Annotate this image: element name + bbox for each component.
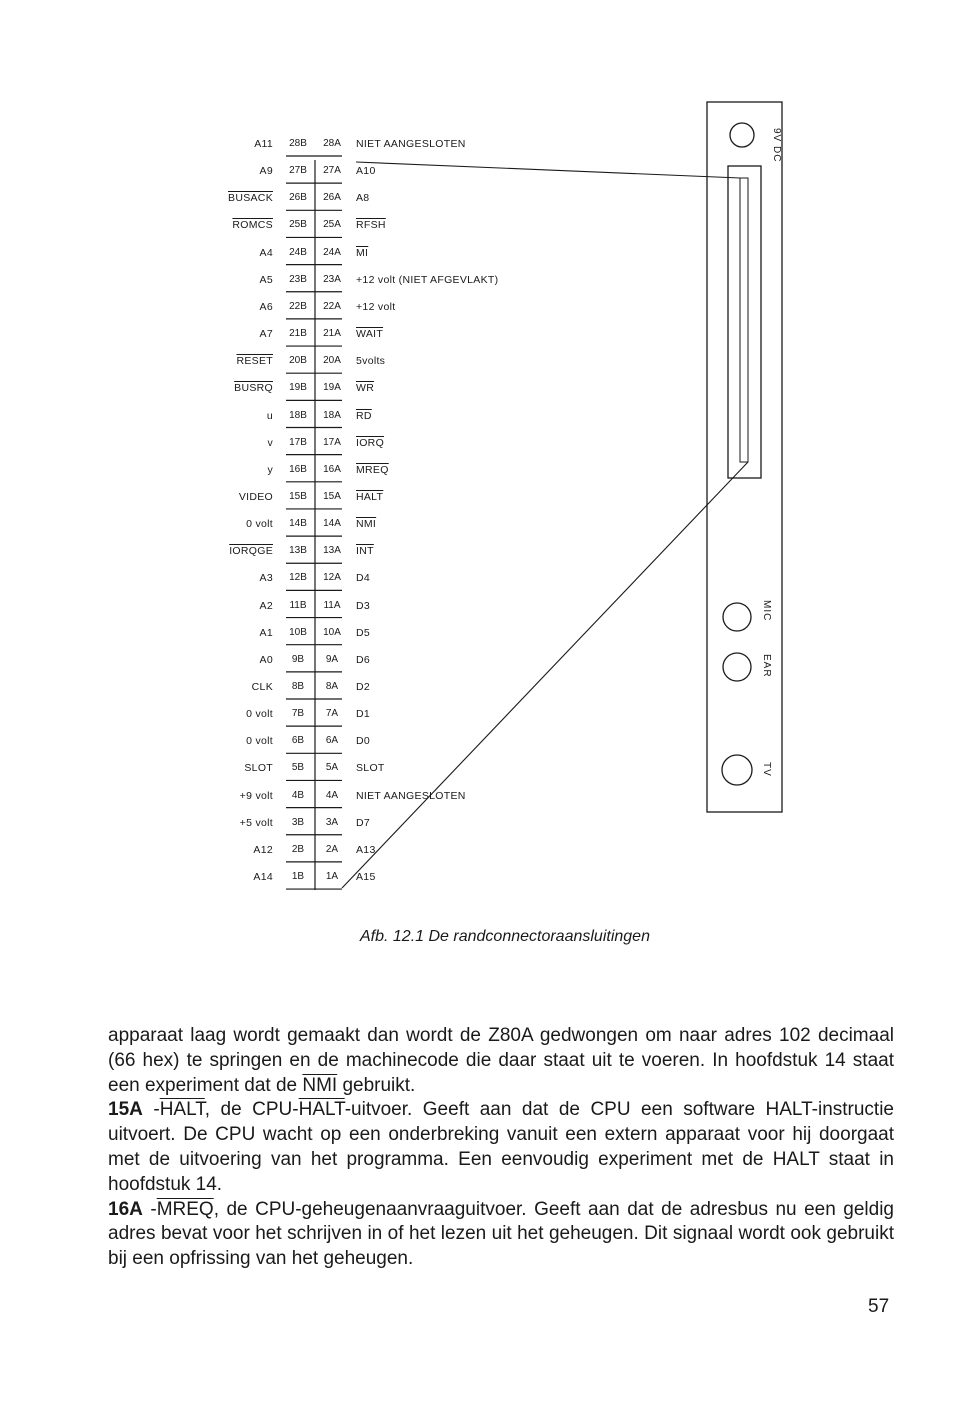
pin-left-label: A12 bbox=[253, 843, 273, 856]
p2-text-a: , de CPU- bbox=[204, 1099, 299, 1121]
pin-left-label: 0 volt bbox=[246, 735, 273, 748]
pin-a-number: 9A bbox=[325, 653, 339, 665]
pin-left-label: A6 bbox=[259, 300, 273, 313]
pin-left-label: CLK bbox=[251, 681, 273, 693]
pin-b-number: 24B bbox=[289, 246, 307, 258]
paragraph-1 bbox=[108, 1024, 894, 1098]
pin-right-label: D5 bbox=[356, 626, 371, 639]
pin-b-number: 26B bbox=[289, 192, 307, 204]
pin-right-label: D4 bbox=[356, 572, 371, 585]
mreq-signal: MREQ bbox=[156, 1198, 214, 1220]
pin-a-number: 25A bbox=[323, 219, 341, 231]
pin-b-number: 8B bbox=[291, 681, 305, 692]
pin-a-number: 17A bbox=[323, 436, 341, 448]
pin-right-label: A10 bbox=[356, 165, 376, 178]
pin-a-number: 23A bbox=[323, 273, 341, 285]
pin-left-label: 0 volt bbox=[246, 708, 273, 721]
pin-left-label: VIDEO bbox=[238, 490, 273, 503]
pin-b-number: 16B bbox=[289, 463, 307, 475]
pin-right-label: A8 bbox=[356, 192, 370, 205]
pin-a-number: 8A bbox=[325, 681, 339, 692]
pin-a-number: 18A bbox=[323, 409, 341, 421]
paragraph-3 bbox=[108, 1198, 894, 1272]
pin-a-number: 20A bbox=[323, 355, 341, 367]
pin-right-label: IORQ bbox=[356, 436, 385, 449]
pin-16a-label: 16A bbox=[108, 1198, 143, 1220]
pin-left-label: BUSACK bbox=[228, 192, 273, 205]
pin-right-label: +12 volt (NIET AFGEVLAKT) bbox=[356, 273, 499, 286]
pin-a-number: 12A bbox=[323, 572, 341, 584]
ear-label: EAR bbox=[761, 654, 772, 678]
pin-right-label: D2 bbox=[356, 681, 371, 693]
pin-a-number: 4A bbox=[325, 789, 339, 801]
projection-line-top bbox=[356, 162, 740, 178]
p2-text-b: -uitvoer. Geeft aan dat de CPU een software HALT-instructie uitvoert. De CPU wacht op een onderbreking vanuit een extern apparaat voor hij doorgaat met de uitvoering van het programma. Een eenvoudig experiment met de HALT staat in hoofdstuk 14. bbox=[108, 1099, 895, 1195]
pin-b-number: 1B bbox=[291, 871, 305, 883]
pin-b-number: 21B bbox=[289, 328, 307, 340]
pin-left-label: A2 bbox=[259, 599, 273, 612]
pin-left-label: 0 volt bbox=[246, 518, 273, 531]
pin-left-label: A14 bbox=[253, 871, 273, 884]
pin-right-label: RFSH bbox=[356, 219, 386, 232]
pin-left-label: A0 bbox=[259, 653, 273, 666]
pin-a-number: 16A bbox=[323, 463, 341, 475]
pin-a-number: 26A bbox=[323, 192, 341, 204]
pin-b-number: 7B bbox=[291, 708, 305, 720]
pin-b-number: 4B bbox=[291, 789, 305, 801]
pin-right-label: WAIT bbox=[356, 328, 384, 341]
pin-right-label: $\overline{NMI}$ bbox=[356, 518, 377, 531]
pin-a-number: 1A bbox=[325, 871, 339, 883]
pin-a-number: 19A bbox=[323, 382, 341, 394]
dash: - bbox=[142, 1099, 160, 1121]
pin-right-label: NIET AANGESLOTEN bbox=[356, 138, 466, 150]
computer-back-panel bbox=[707, 102, 782, 812]
pin-b-number: 23B bbox=[289, 273, 307, 285]
mic-socket-icon bbox=[723, 603, 751, 631]
pin-a-number: 24A bbox=[323, 246, 341, 258]
pin-a-number: 28A bbox=[323, 138, 341, 149]
pin-a-number: 10A bbox=[323, 626, 341, 638]
pin-left-label: IORQGE bbox=[229, 545, 273, 558]
nmi-signal: $\overline{NMI}$ bbox=[302, 1074, 338, 1096]
pin-b-number: 6B bbox=[291, 735, 305, 747]
pin-left-label: A11 bbox=[254, 138, 273, 150]
pin-a-number: 22A bbox=[323, 300, 341, 312]
body-text bbox=[108, 1024, 894, 1272]
pin-b-number: 12B bbox=[289, 572, 307, 584]
pin-b-number: 11B bbox=[289, 599, 307, 611]
pin-left-label: +5 volt bbox=[239, 816, 273, 829]
pin-b-number: 20B bbox=[289, 355, 307, 367]
pin-right-label: $\overline{MI}$ bbox=[356, 246, 369, 259]
pin-left-label: A9 bbox=[259, 165, 273, 178]
pin-left-label: A7 bbox=[259, 328, 273, 341]
pin-b-number: 17B bbox=[289, 436, 307, 448]
pin-right-label: MREQ bbox=[356, 463, 389, 476]
pin-left-label: A3 bbox=[259, 572, 273, 585]
projection-line-bottom bbox=[342, 462, 748, 888]
pin-15a-label: 15A bbox=[108, 1099, 143, 1121]
pin-right-label: +12 volt bbox=[356, 300, 396, 313]
edge-connector-inner bbox=[740, 178, 748, 462]
halt-signal-2: HALT bbox=[298, 1099, 345, 1121]
pin-left-label: u bbox=[266, 409, 273, 422]
pin-b-number: 15B bbox=[289, 490, 307, 502]
pin-right-label: A13 bbox=[356, 843, 376, 856]
pin-left-label: +9 volt bbox=[239, 789, 273, 802]
pin-b-number: 19B bbox=[289, 382, 307, 394]
pin-b-number: 14B bbox=[289, 518, 307, 530]
pin-right-label: NIET AANGESLOTEN bbox=[356, 789, 466, 802]
pin-a-number: 7A bbox=[325, 708, 339, 720]
pin-a-number: 15A bbox=[323, 490, 341, 502]
paragraph-2 bbox=[108, 1098, 894, 1197]
p1-end: gebruikt. bbox=[337, 1074, 416, 1096]
figure-caption: Afb. 12.1 De randconnectoraansluitingen bbox=[360, 928, 650, 945]
pin-left-label: A4 bbox=[259, 246, 273, 259]
pin-a-number: 11A bbox=[323, 599, 341, 611]
pin-right-label: 5volts bbox=[356, 355, 386, 368]
pin-right-label: SLOT bbox=[356, 762, 385, 775]
pin-left-label: y bbox=[267, 463, 273, 476]
pin-b-number: 5B bbox=[291, 762, 305, 774]
pin-left-label: SLOT bbox=[244, 762, 273, 775]
pin-b-number: 28B bbox=[289, 138, 307, 149]
pin-a-number: 14A bbox=[323, 518, 341, 530]
pin-right-label: $\overline{WR}$ bbox=[356, 382, 375, 395]
pin-b-number: 25B bbox=[289, 219, 307, 231]
pin-right-label: $\overline{RD}$ bbox=[356, 409, 372, 422]
pin-left-label: BUSRQ bbox=[234, 382, 273, 395]
pin-right-label: D7 bbox=[356, 816, 371, 829]
pin-left-label: RESET bbox=[236, 355, 273, 368]
pin-a-number: 13A bbox=[323, 545, 341, 557]
mic-label: MIC bbox=[761, 600, 772, 622]
pin-b-number: 10B bbox=[289, 626, 307, 638]
pin-b-number: 2B bbox=[291, 843, 305, 855]
dash: - bbox=[142, 1198, 157, 1220]
pin-right-label: D6 bbox=[356, 653, 371, 666]
pin-b-number: 9B bbox=[291, 653, 305, 665]
pin-a-number: 3A bbox=[325, 816, 339, 828]
dc-label: 9V DC bbox=[771, 128, 782, 163]
pin-a-number: 27A bbox=[323, 165, 341, 177]
pin-left-label: A1 bbox=[259, 626, 273, 639]
dc-socket-icon bbox=[730, 123, 754, 147]
tv-socket-icon bbox=[722, 755, 752, 785]
edge-connector-slot bbox=[728, 166, 761, 478]
pin-right-label: $\overline{INT}$ bbox=[356, 545, 374, 558]
halt-signal: HALT bbox=[159, 1099, 205, 1121]
p3-text: , de CPU-geheugenaanvraaguitvoer. Geeft aan dat de adresbus nu een geldig adres bevat voor het schrijven in of het lezen uit het geheugen. Dit signaal wordt ook gebruikt bij een opfrissing van het geheugen. bbox=[108, 1198, 894, 1270]
pin-b-number: 22B bbox=[289, 300, 307, 312]
pin-left-label: v bbox=[267, 436, 273, 449]
tv-label: TV bbox=[761, 762, 772, 777]
pin-right-label: D3 bbox=[356, 599, 371, 612]
pin-b-number: 3B bbox=[291, 816, 305, 828]
pin-right-label: A15 bbox=[356, 871, 376, 884]
p1-text: apparaat laag wordt gemaakt dan wordt de Z80A gedwongen om naar adres 102 decimaal (66 hex) te springen en de machinecode die daar staat uit te voeren. In hoofdstuk 14 staat een experiment dat de bbox=[108, 1025, 894, 1096]
pin-a-number: 2A bbox=[325, 843, 339, 855]
pin-b-number: 13B bbox=[289, 545, 307, 557]
pin-a-number: 6A bbox=[325, 735, 339, 747]
ear-socket-icon bbox=[723, 653, 751, 681]
pin-b-number: 27B bbox=[289, 165, 307, 177]
pin-a-number: 5A bbox=[325, 762, 339, 774]
pin-right-label: D0 bbox=[356, 735, 371, 748]
pin-right-label: HALT bbox=[356, 490, 384, 503]
pin-left-label: ROMCS bbox=[232, 219, 273, 232]
pin-a-number: 21A bbox=[323, 328, 341, 340]
pin-b-number: 18B bbox=[289, 409, 307, 421]
page-number: 57 bbox=[868, 1296, 890, 1317]
pin-left-label: A5 bbox=[259, 273, 273, 286]
pin-right-label: D1 bbox=[356, 708, 371, 721]
